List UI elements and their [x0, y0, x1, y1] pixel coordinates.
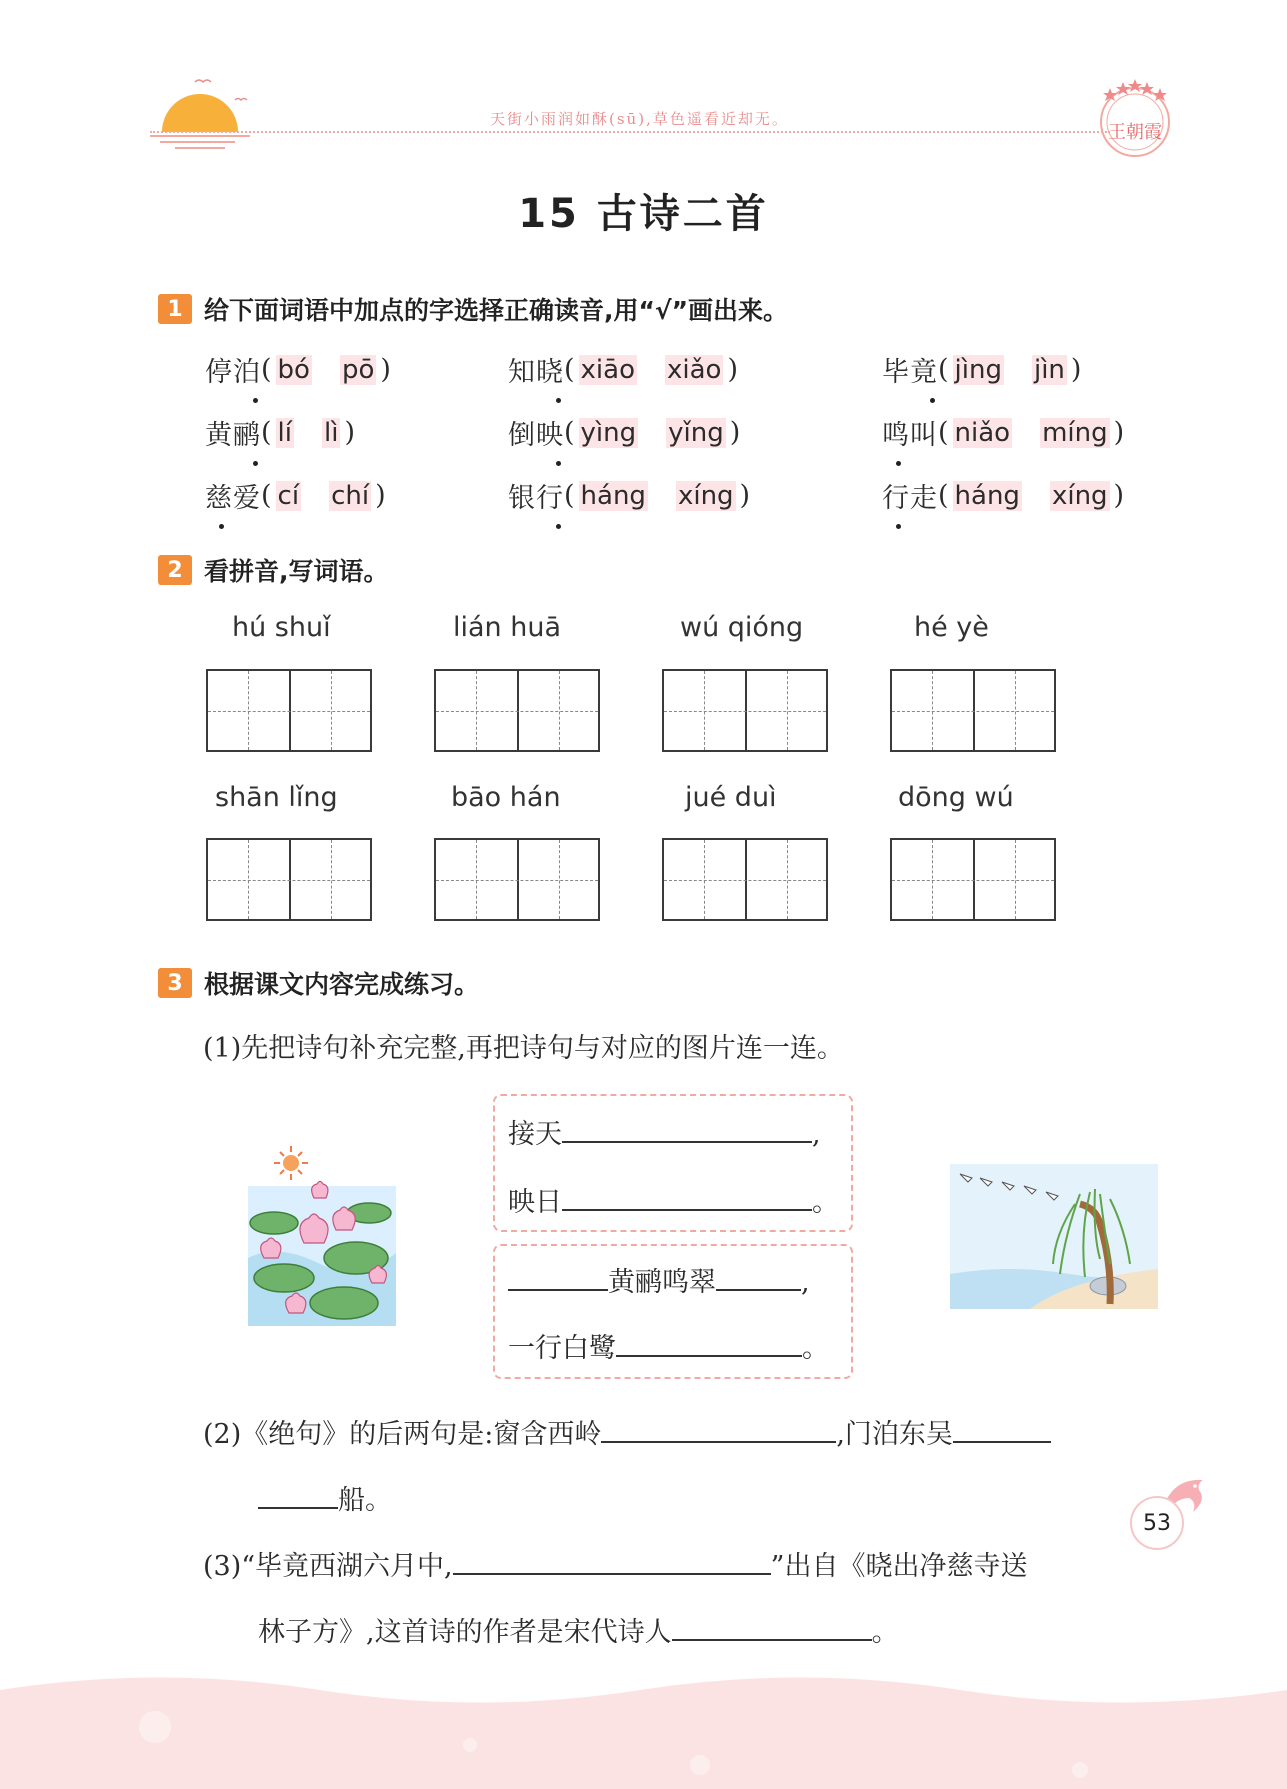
question-text: ,门泊东吴: [836, 1419, 953, 1450]
question-text: 林子方》,这首诗的作者是宋代诗人: [258, 1617, 672, 1648]
q1-item: 鸣叫 ( niǎo míng ): [882, 413, 1124, 452]
sub-question-2-cont: [258, 1478, 392, 1517]
poem-text: 接天: [508, 1119, 562, 1150]
pinyin-option[interactable]: xíng: [1051, 480, 1108, 511]
poem-text: 黄鹂鸣翠: [608, 1267, 716, 1298]
pinyin-prompt: jué duì: [685, 782, 777, 813]
pinyin-prompt: shān lǐng: [215, 782, 338, 813]
page-number: 53: [1130, 1496, 1184, 1550]
pinyin-option[interactable]: yìng: [580, 417, 637, 448]
pinyin-option[interactable]: cí: [277, 480, 300, 511]
section-instruction: 给下面词语中加点的字选择正确读音,用“√”画出来。: [204, 296, 789, 325]
section-number: 1: [158, 294, 192, 324]
pinyin-option[interactable]: niǎo: [954, 417, 1011, 448]
answer-blank[interactable]: [953, 1415, 1051, 1443]
header-divider: [150, 131, 1110, 133]
q1-word: 鸣叫: [882, 420, 938, 451]
poem-line: [508, 1112, 821, 1151]
pinyin-option[interactable]: pō: [341, 354, 375, 385]
section-1-header: [158, 291, 788, 327]
writing-grid[interactable]: [890, 669, 1056, 752]
sunset-logo: [140, 70, 260, 150]
question-text: 船。: [338, 1485, 392, 1516]
pinyin-prompt: hú shuǐ: [232, 612, 331, 643]
q1-item: 知晓 ( xiāo xiǎo ): [508, 350, 738, 389]
answer-blank[interactable]: [508, 1263, 608, 1291]
poem-line: [508, 1180, 839, 1219]
pinyin-option[interactable]: xíng: [677, 480, 734, 511]
section-3-header: [158, 965, 479, 1001]
answer-blank[interactable]: [672, 1613, 872, 1641]
pinyin-option[interactable]: jìn: [1033, 354, 1065, 385]
question-text: (3)“毕竟西湖六月中,: [203, 1551, 453, 1582]
q1-item: 黄鹂 ( lí lì ): [205, 413, 355, 452]
sub-question-1: (1)先把诗句补充完整,再把诗句与对应的图片连一连。: [203, 1033, 844, 1064]
pinyin-option[interactable]: míng: [1042, 417, 1108, 448]
sub-question-3-cont: [258, 1610, 899, 1649]
poem-line: [508, 1326, 829, 1365]
answer-blank[interactable]: [562, 1115, 812, 1143]
q1-word: 停泊: [205, 357, 261, 388]
section-instruction: 根据课文内容完成练习。: [204, 970, 480, 999]
q1-word: 银行: [508, 483, 564, 514]
q1-item: 倒映 ( yìng yǐng ): [508, 413, 740, 452]
pinyin-option[interactable]: yǐng: [668, 417, 724, 448]
writing-grid[interactable]: [662, 838, 828, 921]
answer-blank[interactable]: [616, 1329, 802, 1357]
page-title: 15 古诗二首: [518, 191, 769, 237]
answer-blank[interactable]: [562, 1183, 812, 1211]
pinyin-option[interactable]: háng: [580, 480, 646, 511]
pinyin-option[interactable]: chí: [331, 480, 370, 511]
pinyin-prompt: wú qióng: [680, 612, 804, 643]
q1-item: 行走 ( háng xíng ): [882, 476, 1124, 515]
pinyin-option[interactable]: jìng: [954, 354, 1002, 385]
section-2-header: [158, 552, 389, 588]
pinyin-option[interactable]: háng: [954, 480, 1020, 511]
footer-wave: [0, 1660, 1287, 1789]
q1-word: 行走: [882, 483, 938, 514]
sub-question-3: [203, 1544, 1027, 1583]
pinyin-prompt: dōng wú: [898, 782, 1014, 813]
question-text: ”出自《晓出净慈寺送: [770, 1551, 1028, 1582]
pinyin-option[interactable]: bó: [277, 354, 310, 385]
q1-item: 毕竟 ( jìng jìn ): [882, 350, 1081, 389]
pinyin-option[interactable]: lì: [324, 417, 339, 448]
pinyin-prompt: lián huā: [453, 612, 562, 643]
lotus-pond-picture[interactable]: [244, 1138, 399, 1328]
answer-blank[interactable]: [716, 1263, 801, 1291]
section-instruction: 看拼音,写词语。: [204, 557, 389, 586]
pinyin-prompt: bāo hán: [451, 782, 561, 813]
writing-grid[interactable]: [206, 669, 372, 752]
pinyin-option[interactable]: xiāo: [580, 354, 635, 385]
question-text: 。: [871, 1617, 899, 1648]
poem-text: 映日: [508, 1187, 562, 1218]
punctuation: ,: [801, 1267, 810, 1298]
section-number: 3: [158, 968, 192, 998]
question-text: (2)《绝句》的后两句是:窗含西岭: [203, 1419, 602, 1450]
answer-blank[interactable]: [258, 1481, 338, 1509]
q1-word: 慈爱: [205, 483, 261, 514]
q1-word: 黄鹂: [205, 420, 261, 451]
sub-question-2: [203, 1412, 1051, 1451]
punctuation: 。: [802, 1333, 829, 1364]
writing-grid[interactable]: [662, 669, 828, 752]
q1-item: 停泊 ( bó pō ): [205, 350, 391, 389]
pinyin-option[interactable]: xiǎo: [667, 354, 722, 385]
header-motto: 天街小雨润如酥(sū),草色遥看近却无。: [490, 110, 789, 128]
pinyin-prompt: hé yè: [914, 612, 989, 643]
writing-grid[interactable]: [206, 838, 372, 921]
poem-text: 一行白鹭: [508, 1333, 616, 1364]
q1-item: 银行 ( háng xíng ): [508, 476, 750, 515]
pinyin-option[interactable]: lí: [277, 417, 292, 448]
answer-blank[interactable]: [601, 1415, 836, 1443]
punctuation: ,: [812, 1119, 821, 1150]
punctuation: 。: [812, 1187, 839, 1218]
writing-grid[interactable]: [434, 838, 600, 921]
writing-grid[interactable]: [434, 669, 600, 752]
willow-egrets-picture[interactable]: [950, 1164, 1158, 1309]
q1-word: 毕竟: [882, 357, 938, 388]
brand-name: 王朝霞: [1108, 122, 1162, 143]
q1-word: 倒映: [508, 420, 564, 451]
writing-grid[interactable]: [890, 838, 1056, 921]
answer-blank[interactable]: [453, 1547, 771, 1575]
q1-item: 慈爱 ( cí chí ): [205, 476, 386, 515]
poem-line: [508, 1260, 810, 1299]
q1-word: 知晓: [508, 357, 564, 388]
section-number: 2: [158, 555, 192, 585]
